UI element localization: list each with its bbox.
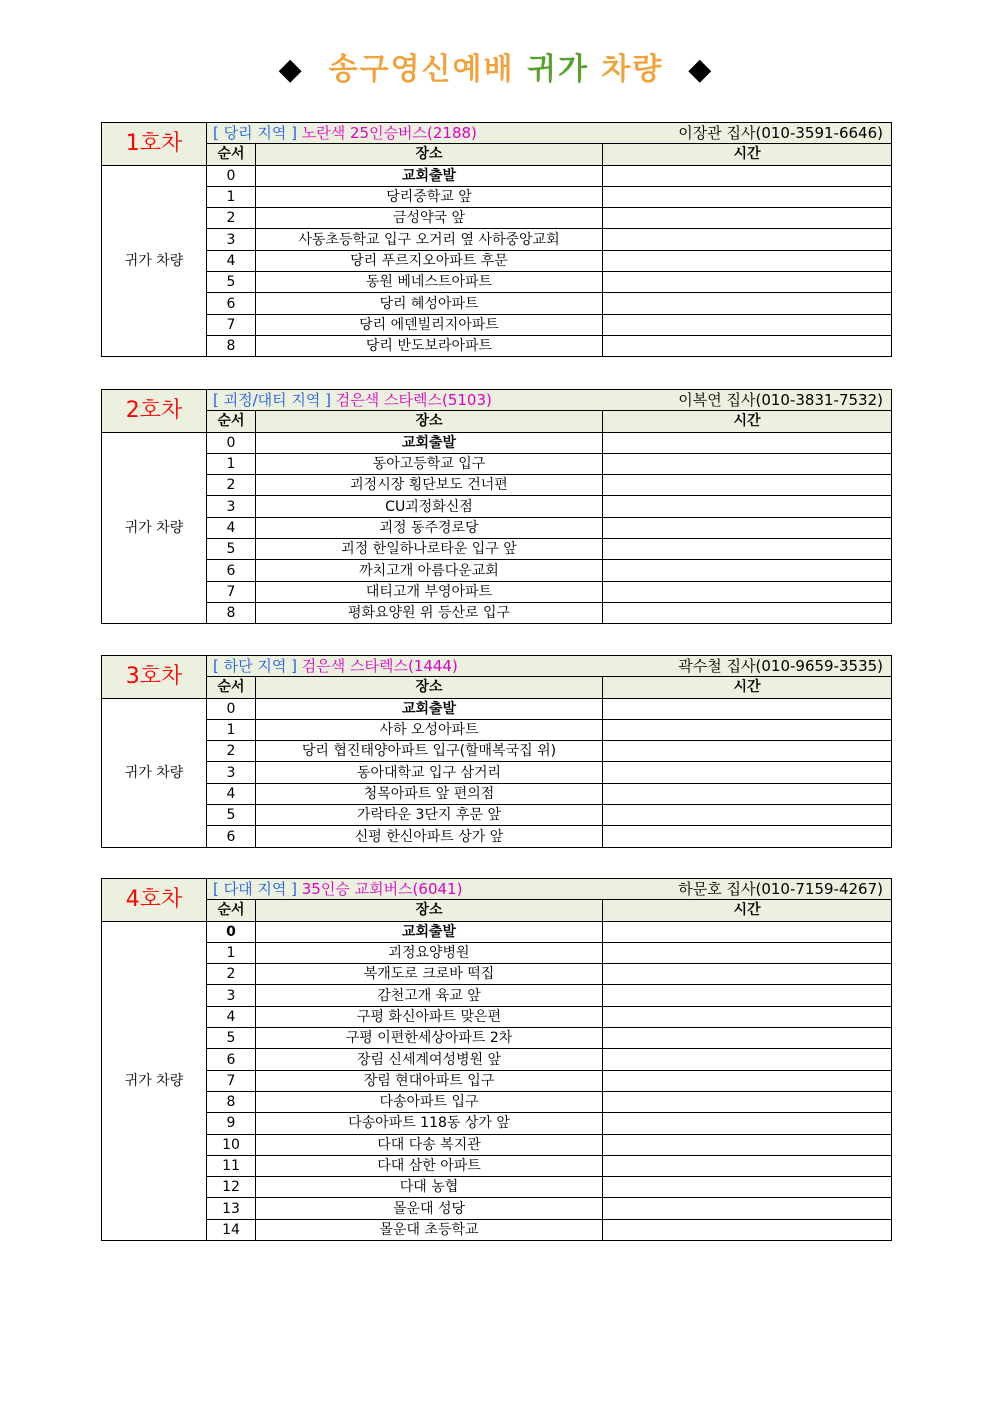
- stop-order: 11: [207, 1155, 256, 1176]
- stop-time: [603, 335, 892, 356]
- stop-order: 6: [207, 560, 256, 581]
- table-row: [102, 826, 892, 847]
- column-header-time: 시간: [603, 144, 892, 165]
- car-number: 4호차: [102, 879, 207, 922]
- stop-order: 6: [207, 826, 256, 847]
- table-row: [102, 314, 892, 335]
- stop-place: 당리 반도보라아파트: [256, 335, 603, 356]
- column-header-place: 장소: [256, 900, 603, 921]
- column-header-order: 순서: [207, 677, 256, 698]
- stop-time: [603, 293, 892, 314]
- column-header-place: 장소: [256, 411, 603, 432]
- route-table-2: [101, 389, 891, 624]
- stop-order: 0: [207, 921, 256, 942]
- column-header-order: 순서: [207, 411, 256, 432]
- stop-time: [603, 1049, 892, 1070]
- route-driver: 하문호 집사(010-7159-4267): [678, 880, 883, 899]
- route-area: [ 다대 지역 ]: [213, 880, 297, 899]
- table-row: [102, 1006, 892, 1027]
- stop-time: [603, 698, 892, 719]
- table-row: [102, 165, 892, 186]
- stop-place: 당리 협진태양아파트 입구(할매복국집 위): [256, 741, 603, 762]
- table-row: [102, 1177, 892, 1198]
- table-row: [102, 496, 892, 517]
- stop-order: 12: [207, 1177, 256, 1198]
- page-title: [0, 44, 992, 88]
- stop-place: 사동초등학교 입구 오거리 옆 사하중앙교회: [256, 229, 603, 250]
- route-table: [101, 122, 892, 357]
- stop-place: 청목아파트 앞 편의점: [256, 783, 603, 804]
- table-row: [102, 762, 892, 783]
- stop-place: 교회출발: [256, 698, 603, 719]
- column-header-order: 순서: [207, 900, 256, 921]
- stop-time: [603, 229, 892, 250]
- stop-time: [603, 942, 892, 963]
- stop-place: 복개도로 크로바 떡집: [256, 964, 603, 985]
- stop-time: [603, 560, 892, 581]
- stop-order: 0: [207, 698, 256, 719]
- stop-order: 0: [207, 432, 256, 453]
- stop-time: [603, 964, 892, 985]
- route-table-3: [101, 655, 891, 848]
- stop-order: 8: [207, 602, 256, 623]
- route-header: [207, 123, 892, 144]
- car-number: 1호차: [102, 123, 207, 166]
- route-bus: 검은색 스타렉스(5103): [335, 391, 492, 410]
- stop-place: 교회출발: [256, 921, 603, 942]
- table-row: [102, 1070, 892, 1091]
- route-bus: 노란색 25인승버스(2188): [301, 124, 477, 143]
- route-table: [101, 389, 892, 624]
- stop-time: [603, 1113, 892, 1134]
- stop-order: 3: [207, 496, 256, 517]
- stop-order: 1: [207, 942, 256, 963]
- table-row: [102, 208, 892, 229]
- stop-place: 금성약국 앞: [256, 208, 603, 229]
- stop-time: [603, 1134, 892, 1155]
- stop-order: 2: [207, 964, 256, 985]
- table-row: [102, 1049, 892, 1070]
- table-row: [102, 921, 892, 942]
- stop-place: 교회출발: [256, 165, 603, 186]
- stop-time: [603, 1006, 892, 1027]
- table-row: [102, 783, 892, 804]
- stop-place: 당리 혜성아파트: [256, 293, 603, 314]
- stop-order: 5: [207, 805, 256, 826]
- stop-order: 3: [207, 229, 256, 250]
- stop-order: 8: [207, 335, 256, 356]
- stop-time: [603, 496, 892, 517]
- stop-time: [603, 208, 892, 229]
- stop-time: [603, 475, 892, 496]
- title-part-1: 송구영신예배: [328, 52, 515, 87]
- table-row: [102, 517, 892, 538]
- stop-time: [603, 762, 892, 783]
- table-row: [102, 250, 892, 271]
- stop-order: 10: [207, 1134, 256, 1155]
- stop-order: 4: [207, 250, 256, 271]
- stop-order: 9: [207, 1113, 256, 1134]
- route-table-4: [101, 878, 891, 1241]
- stop-order: 5: [207, 272, 256, 293]
- stop-order: 8: [207, 1091, 256, 1112]
- stop-order: 0: [207, 165, 256, 186]
- column-header-place: 장소: [256, 144, 603, 165]
- route-label: 귀가 차량: [102, 921, 207, 1240]
- route-header: [207, 879, 892, 900]
- table-row: [102, 602, 892, 623]
- column-header-time: 시간: [603, 411, 892, 432]
- stop-order: 13: [207, 1198, 256, 1219]
- stop-order: 2: [207, 741, 256, 762]
- title-part-2: 귀가: [526, 52, 589, 87]
- stop-time: [603, 805, 892, 826]
- stop-time: [603, 1198, 892, 1219]
- stop-order: 4: [207, 1006, 256, 1027]
- stop-time: [603, 517, 892, 538]
- stop-place: 괴정시장 횡단보도 건너편: [256, 475, 603, 496]
- stop-place: 구평 이편한세상아파트 2차: [256, 1028, 603, 1049]
- stop-time: [603, 1219, 892, 1240]
- stop-place: 가락타운 3단지 후문 앞: [256, 805, 603, 826]
- stop-place: 평화요양원 위 등산로 입구: [256, 602, 603, 623]
- stop-time: [603, 985, 892, 1006]
- stop-place: CU괴정화신점: [256, 496, 603, 517]
- stop-time: [603, 314, 892, 335]
- diamond-icon: ◆: [278, 52, 304, 87]
- stop-time: [603, 581, 892, 602]
- table-row: [102, 293, 892, 314]
- stop-order: 1: [207, 453, 256, 474]
- stop-order: 6: [207, 293, 256, 314]
- stop-order: 3: [207, 762, 256, 783]
- stop-time: [603, 783, 892, 804]
- stop-place: 괴정 한일하나로타운 입구 앞: [256, 539, 603, 560]
- stop-place: 구평 화신아파트 맞은편: [256, 1006, 603, 1027]
- stop-place: 동원 베네스트아파트: [256, 272, 603, 293]
- stop-place: 괴정 동주경로당: [256, 517, 603, 538]
- stop-order: 1: [207, 186, 256, 207]
- stop-time: [603, 1091, 892, 1112]
- column-header-time: 시간: [603, 677, 892, 698]
- stop-time: [603, 432, 892, 453]
- column-header-order: 순서: [207, 144, 256, 165]
- stop-place: 신평 한신아파트 상가 앞: [256, 826, 603, 847]
- title-part-3: 차량: [601, 52, 664, 87]
- car-number: 2호차: [102, 390, 207, 433]
- diamond-icon: ◆: [688, 52, 714, 87]
- stop-time: [603, 539, 892, 560]
- stop-place: 몰운대 성당: [256, 1198, 603, 1219]
- route-driver: 이장관 집사(010-3591-6646): [678, 124, 883, 143]
- stop-place: 다송아파트 118동 상가 앞: [256, 1113, 603, 1134]
- table-row: [102, 186, 892, 207]
- stop-time: [603, 272, 892, 293]
- stop-time: [603, 1177, 892, 1198]
- route-area: [ 하단 지역 ]: [213, 657, 297, 676]
- stop-order: 1: [207, 719, 256, 740]
- route-header: [207, 390, 892, 411]
- stop-time: [603, 453, 892, 474]
- stop-time: [603, 602, 892, 623]
- route-driver: 이복연 집사(010-3831-7532): [678, 391, 883, 410]
- stop-time: [603, 921, 892, 942]
- table-row: [102, 335, 892, 356]
- stop-order: 7: [207, 314, 256, 335]
- table-row: [102, 805, 892, 826]
- table-row: [102, 1155, 892, 1176]
- stop-order: 2: [207, 208, 256, 229]
- stop-time: [603, 719, 892, 740]
- route-label: 귀가 차량: [102, 432, 207, 624]
- stop-place: 다송아파트 입구: [256, 1091, 603, 1112]
- stop-order: 2: [207, 475, 256, 496]
- table-row: [102, 453, 892, 474]
- stop-place: 당리 에덴빌리지아파트: [256, 314, 603, 335]
- stop-order: 3: [207, 985, 256, 1006]
- stop-order: 5: [207, 539, 256, 560]
- stop-place: 까치고개 아름다운교회: [256, 560, 603, 581]
- stop-place: 대티고개 부영아파트: [256, 581, 603, 602]
- table-row: [102, 719, 892, 740]
- table-row: [102, 1219, 892, 1240]
- stop-time: [603, 1028, 892, 1049]
- route-bus: 35인승 교회버스(6041): [301, 880, 463, 899]
- table-row: [102, 1091, 892, 1112]
- column-header-place: 장소: [256, 677, 603, 698]
- stop-order: 4: [207, 517, 256, 538]
- stop-order: 6: [207, 1049, 256, 1070]
- route-table-1: [101, 122, 891, 357]
- stop-place: 당리중학교 앞: [256, 186, 603, 207]
- table-row: [102, 1198, 892, 1219]
- stop-order: 14: [207, 1219, 256, 1240]
- table-row: [102, 1028, 892, 1049]
- route-table: [101, 655, 892, 848]
- stop-place: 당리 푸르지오아파트 후문: [256, 250, 603, 271]
- table-row: [102, 964, 892, 985]
- stop-place: 교회출발: [256, 432, 603, 453]
- stop-time: [603, 826, 892, 847]
- table-row: [102, 985, 892, 1006]
- stop-time: [603, 1155, 892, 1176]
- table-row: [102, 229, 892, 250]
- stop-place: 동아고등학교 입구: [256, 453, 603, 474]
- stop-order: 7: [207, 1070, 256, 1091]
- table-row: [102, 581, 892, 602]
- table-row: [102, 942, 892, 963]
- column-header-time: 시간: [603, 900, 892, 921]
- car-number: 3호차: [102, 656, 207, 699]
- stop-place: 다대 다송 복지관: [256, 1134, 603, 1155]
- table-row: [102, 1113, 892, 1134]
- route-label: 귀가 차량: [102, 698, 207, 847]
- stop-time: [603, 186, 892, 207]
- stop-place: 장림 현대아파트 입구: [256, 1070, 603, 1091]
- stop-order: 5: [207, 1028, 256, 1049]
- stop-place: 장림 신세계여성병원 앞: [256, 1049, 603, 1070]
- stop-order: 7: [207, 581, 256, 602]
- stop-place: 몰운대 초등학교: [256, 1219, 603, 1240]
- stop-place: 다대 농협: [256, 1177, 603, 1198]
- stop-place: 감천고개 육교 앞: [256, 985, 603, 1006]
- stop-time: [603, 165, 892, 186]
- table-row: [102, 698, 892, 719]
- table-row: [102, 272, 892, 293]
- stop-place: 사하 오성아파트: [256, 719, 603, 740]
- route-bus: 검은색 스타렉스(1444): [301, 657, 458, 676]
- table-row: [102, 475, 892, 496]
- stop-time: [603, 250, 892, 271]
- route-header: [207, 656, 892, 677]
- route-table: [101, 878, 892, 1241]
- table-row: [102, 560, 892, 581]
- stop-time: [603, 1070, 892, 1091]
- table-row: [102, 741, 892, 762]
- route-area: [ 괴정/대티 지역 ]: [213, 391, 332, 410]
- table-row: [102, 539, 892, 560]
- table-row: [102, 432, 892, 453]
- table-row: [102, 1134, 892, 1155]
- stop-time: [603, 741, 892, 762]
- stop-place: 괴정요양병원: [256, 942, 603, 963]
- stop-order: 4: [207, 783, 256, 804]
- route-label: 귀가 차량: [102, 165, 207, 357]
- stop-place: 동아대학교 입구 삼거리: [256, 762, 603, 783]
- route-driver: 곽수철 집사(010-9659-3535): [678, 657, 884, 676]
- stop-place: 다대 삼한 아파트: [256, 1155, 603, 1176]
- route-area: [ 당리 지역 ]: [213, 124, 297, 143]
